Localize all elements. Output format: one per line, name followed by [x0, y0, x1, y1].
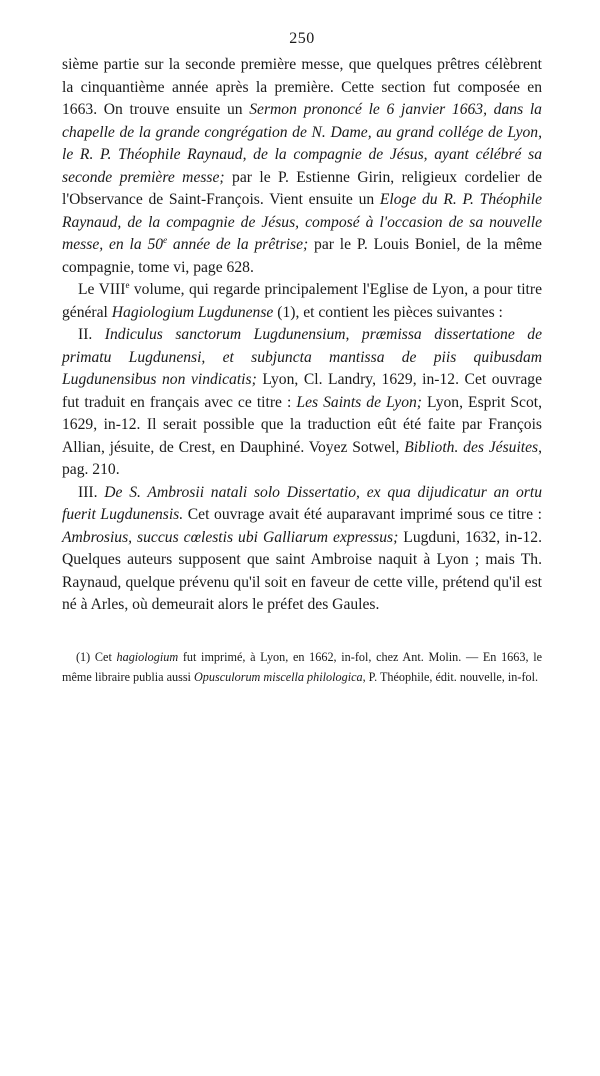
text-run: sième partie sur la seconde première messe, que quelques prêtres célèbrent la cinquantième année après la première. Cette section fut composée en 1663. On trouve ensuite un: [62, 56, 542, 118]
text-run: III.: [78, 483, 105, 501]
italic-text: Indiculus sanctorum Lugdunensium, præmissa dissertatione de primatu Lugdunensi, et subjuncta mantissa de piis quibusdam Lugdunensibus non vindicatis;: [62, 326, 542, 388]
superscript: e: [125, 279, 130, 290]
text-run: Cet ouvrage avait été auparavant imprimé sous ce titre :: [183, 506, 542, 523]
italic-text: Eloge du R. P. Théophile Raynaud, de la compagnie de Jésus, composé à l'occasion de sa nouvelle messe, en la 50: [62, 191, 543, 253]
page-number: 250: [289, 30, 315, 47]
text-run: volume, qui regarde principalement l'Eglise de Lyon, a pour titre général: [62, 281, 542, 321]
italic-text: De S. Ambrosii natali solo Dissertatio, ex qua dijudicatur an ortu fuerit Lugdunensis.: [62, 483, 542, 523]
paragraph: [62, 482, 542, 617]
text-run: (1), et contient les pièces suivantes :: [273, 303, 503, 321]
paragraph: [62, 324, 542, 482]
text-run: Le VIII: [78, 281, 126, 298]
text-run: II.: [78, 326, 105, 343]
paragraph: [62, 279, 542, 324]
body-text: [62, 54, 542, 617]
text-run: fut imprimé, à Lyon, en 1662, in-fol, chez Ant. Molin. — En 1663, le même libraire publia aussi: [62, 649, 542, 684]
text-run: (1) Cet: [76, 649, 117, 664]
text-run: par le P. Louis Boniel, de la même compagnie, tome vi, page 628.: [62, 236, 542, 276]
superscript: e: [163, 234, 168, 245]
text-run: Lugduni, 1632, in-12. Quelques auteurs supposent que saint Ambroise naquit à Lyon ; mais Th. Raynaud, quelque prévenu qu'il soit en faveur de cette ville, prétend qu'il est né à Arles, où demeurait alors le préfet des Gaules.: [62, 528, 542, 613]
italic-text: Ambrosius, succus cœlestis ubi Galliarum expressus;: [62, 528, 399, 546]
book-page: [62, 30, 542, 687]
italic-text: Hagiologium Lugdunense: [111, 303, 274, 321]
italic-text: hagiologium: [116, 649, 179, 664]
text-run: Lyon, Cl. Landry, 1629, in-12. Cet ouvrage fut traduit en français avec ce titre :: [62, 371, 542, 411]
text-run: Lyon, Esprit Scot, 1629, in-12. Il serait possible que la traduction eût été faite par François Allian, jésuite, de Crest, en Dauphiné. Voyez Sotwel,: [62, 393, 542, 456]
paragraph: [62, 54, 542, 279]
italic-text: année de la prêtrise;: [167, 236, 309, 253]
text-run: , pag. 210.: [62, 438, 543, 478]
text-run: , P. Théophile, édit. nouvelle, in-fol.: [362, 669, 539, 684]
footnote: [62, 647, 542, 687]
italic-text: Sermon prononcé le 6 janvier 1663, dans la chapelle de la grande congrégation de N. Dame, au grand collége de Lyon, le R. P. Théophile Raynaud, de la compagnie de Jésus, ayant célébré sa seconde première messe;: [62, 101, 542, 186]
italic-text: Opusculorum miscella philologica: [194, 669, 363, 684]
italic-text: Les Saints de Lyon;: [296, 393, 422, 411]
text-run: par le P. Estienne Girin, religieux cordelier de l'Observance de Saint-François. Vient ensuite un: [62, 168, 542, 208]
italic-text: Biblioth. des Jésuites: [404, 438, 539, 456]
